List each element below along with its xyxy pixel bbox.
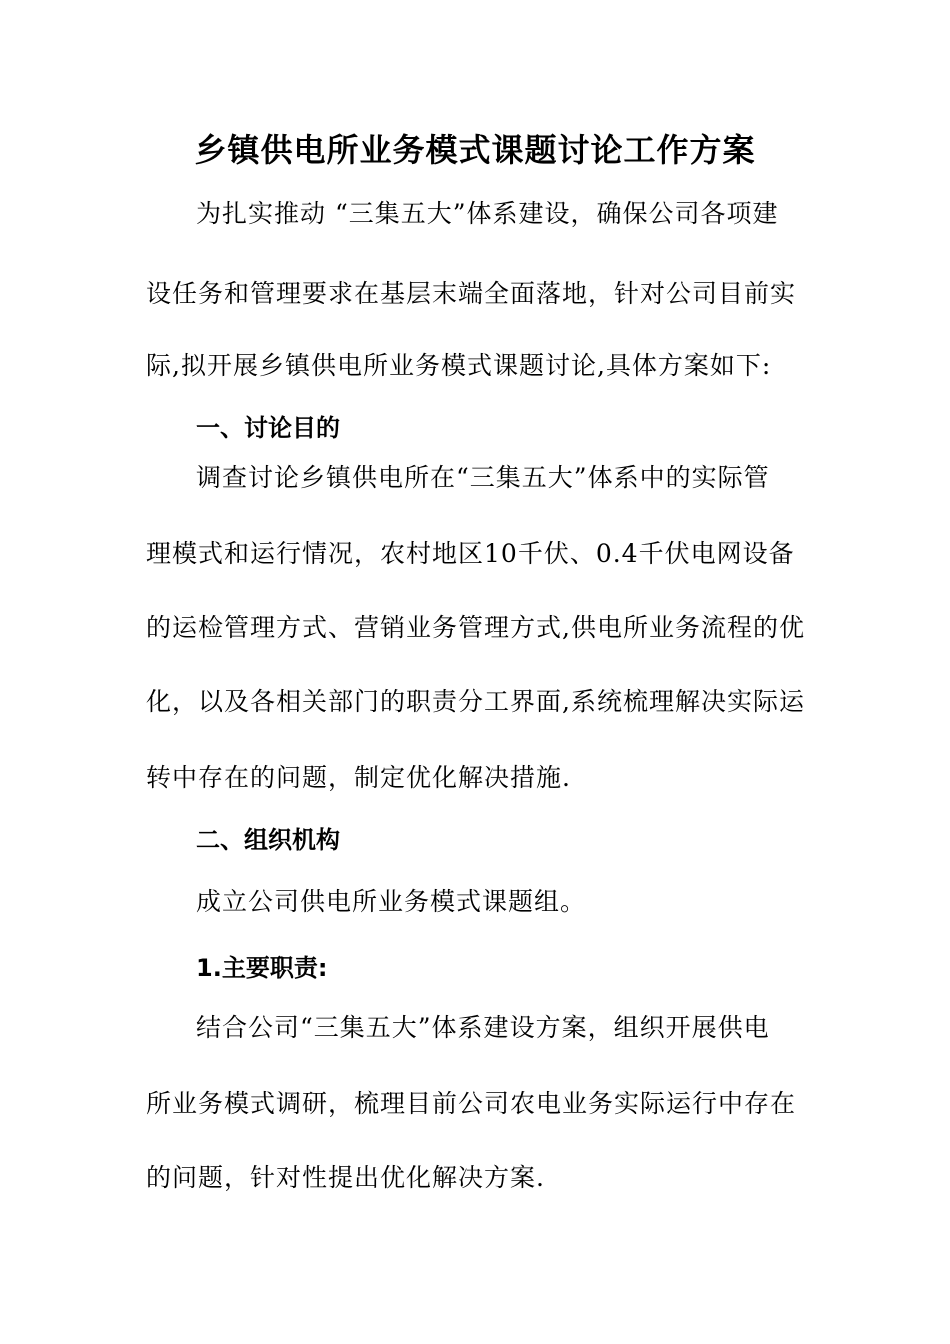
intro-line-2: 设任务和管理要求在基层末端全面落地，针对公司目前实 <box>146 279 797 308</box>
intro-line-1: 为扎实推动 “三集五大”体系建设，确保公司各项建 <box>196 199 779 228</box>
section1-line-5: 转中存在的问题，制定优化解决措施. <box>146 763 571 792</box>
section1-heading: 一、讨论目的 <box>196 414 340 442</box>
section2-subheading: 1.主要职责: <box>196 954 328 982</box>
section2-heading: 二、组织机构 <box>196 826 340 854</box>
document-title: 乡镇供电所业务模式课题讨论工作方案 <box>194 131 756 169</box>
section1-line-2: 理模式和运行情况，农村地区10千伏、0.4千伏电网设备 <box>146 539 795 568</box>
section1-line-3: 的运检管理方式、营销业务管理方式,供电所业务流程的优 <box>146 613 805 642</box>
section2-sub-line-1: 结合公司“三集五大”体系建设方案，组织开展供电 <box>196 1013 770 1042</box>
section1-line-1: 调查讨论乡镇供电所在“三集五大”体系中的实际管 <box>196 463 770 492</box>
intro-line-3: 际,拟开展乡镇供电所业务模式课题讨论,具体方案如下: <box>146 351 772 380</box>
section2-sub-line-3: 的问题，针对性提出优化解决方案. <box>146 1163 545 1192</box>
section2-sub-line-2: 所业务模式调研，梳理目前公司农电业务实际运行中存在 <box>146 1089 797 1118</box>
section2-line: 成立公司供电所业务模式课题组。 <box>196 887 587 916</box>
section1-line-4: 化，以及各相关部门的职责分工界面,系统梳理解决实际运 <box>146 687 805 716</box>
